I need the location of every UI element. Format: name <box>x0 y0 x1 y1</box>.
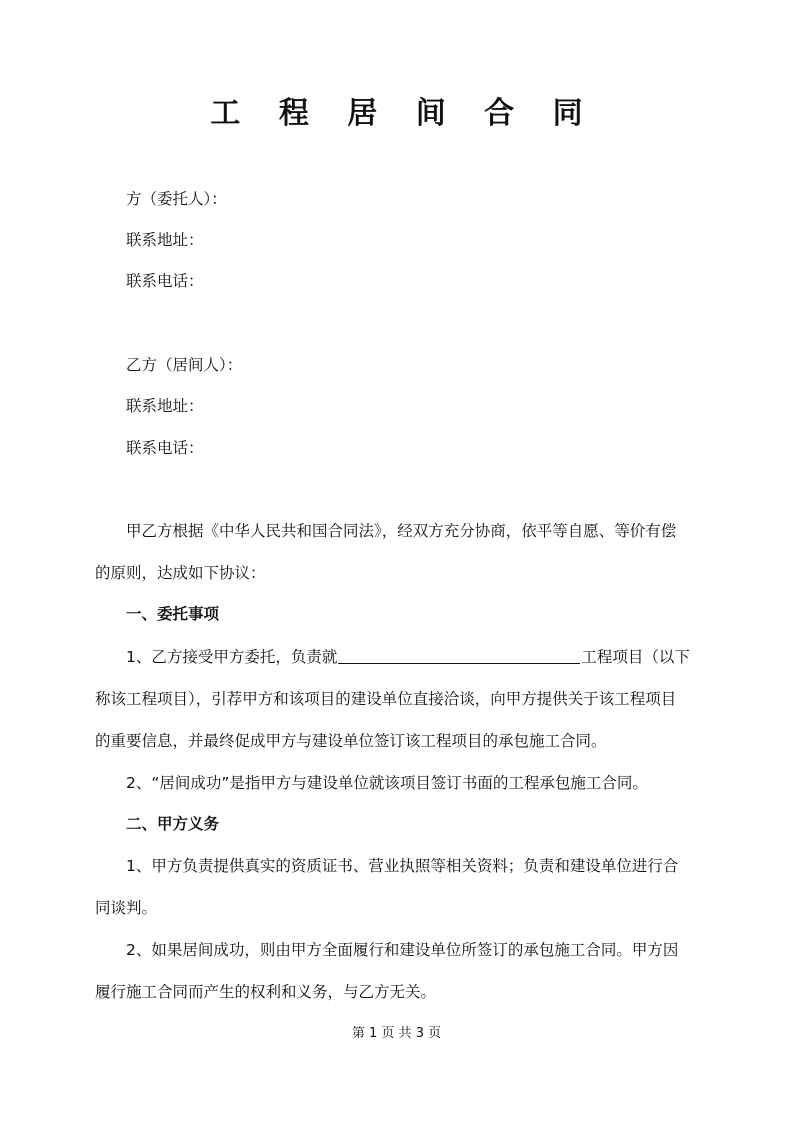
item-1-prefix: 1、乙方接受甲方委托，负责就 <box>126 648 338 666</box>
section-2-item-1-line-2: 同谈判。 <box>95 899 158 917</box>
section-2-item-2-line-2: 履行施工合同而产生的权利和义务，与乙方无关。 <box>95 983 437 1001</box>
party-b-phone: 联系电话： <box>126 439 204 457</box>
party-a-phone: 联系电话： <box>126 272 204 290</box>
item-1-suffix: 工程项目（以下 <box>581 648 690 666</box>
project-name-blank <box>338 646 580 664</box>
section-1-item-1-line-3: 的重要信息，并最终促成甲方与建设单位签订该工程项目的承包施工合同。 <box>95 732 607 750</box>
page-number: 第 1 页 共 3 页 <box>351 1026 442 1041</box>
intro-line-1: 甲乙方根据《中华人民共和国合同法》，经双方充分协商，依平等自愿、等价有偿 <box>126 522 677 540</box>
intro-line-2: 的原则，达成如下协议： <box>95 564 266 582</box>
section-1-item-2: 2、“居间成功”是指甲方与建设单位就该项目签订书面的工程承包施工合同。 <box>126 774 648 792</box>
party-b-address: 联系地址： <box>126 397 204 415</box>
section-1-heading: 一、委托事项 <box>126 605 220 623</box>
party-a-address: 联系地址： <box>126 231 204 249</box>
document-title: 工 程 居 间 合 同 <box>210 96 597 131</box>
party-b-label: 乙方（居间人）： <box>126 356 243 374</box>
section-2-heading: 二、甲方义务 <box>126 815 220 833</box>
party-a-label: 方（委托人）： <box>126 190 227 208</box>
section-1-item-1-line-1 <box>126 645 746 669</box>
section-2-item-1-line-1: 1、甲方负责提供真实的资质证书、营业执照等相关资料；负责和建设单位进行合 <box>126 857 679 875</box>
section-1-item-1-line-2: 称该工程项目），引荐甲方和该项目的建设单位直接洽谈，向甲方提供关于该工程项目 <box>95 690 677 708</box>
section-2-item-2-line-1: 2、如果居间成功，则由甲方全面履行和建设单位所签订的承包施工合同。甲方因 <box>126 941 679 959</box>
